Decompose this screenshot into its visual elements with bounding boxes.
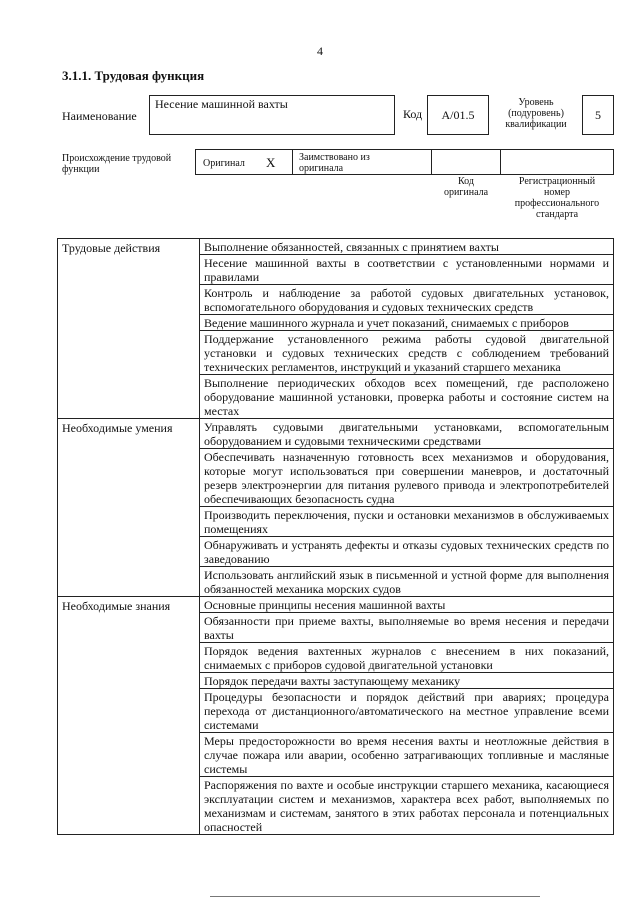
borrowed-label xyxy=(299,152,370,174)
table-row: Порядок ведения вахтенных журналов с внесением в них показаний, снимаемых с приборов судовой двигательной установки xyxy=(200,643,613,673)
table-row: Поддержание установленного режима работы судовой двигательной установки и судовых технических средств с соблюдением требований технических регламентов, инструкций и указаний старшего механика xyxy=(200,331,613,375)
original-label: Оригинал xyxy=(203,158,245,169)
reg-line3: профессионального xyxy=(514,198,600,209)
code-value: A/01.5 xyxy=(441,108,475,122)
table-row: Меры предосторожности во время несения вахты и неотложные действия в случае пожара или аварии, особенно затрагивающих топливные и масляные системы xyxy=(200,733,613,777)
table-row: Процедуры безопасности и порядок действий при авариях; процедура перехода от дистанционного/автоматического на местное управление всеми системами xyxy=(200,689,613,733)
table-row: Использовать английский язык в письменной и устной форме для выполнения обязанностей механика морских судов xyxy=(204,568,609,596)
origin-cell-original xyxy=(195,149,293,175)
table-row: Порядок передачи вахты заступающему механику xyxy=(200,673,613,689)
section-labor-actions xyxy=(58,239,613,419)
section-required-skills xyxy=(58,419,613,597)
name-label: Наименование xyxy=(62,109,137,123)
section-label: Необходимые знания xyxy=(58,597,200,834)
level-value: 5 xyxy=(595,108,601,122)
reg-line2: номер xyxy=(544,187,570,198)
code-field xyxy=(427,95,489,135)
origin-cell-reg xyxy=(500,149,614,175)
level-field xyxy=(582,95,614,135)
code-original-line1: Код xyxy=(458,176,474,187)
footer-divider xyxy=(210,896,540,897)
table-row: Основные принципы несения машинной вахты xyxy=(200,597,613,613)
level-label-line3: квалификации xyxy=(505,119,567,130)
borrowed-line1: Заимствовано из xyxy=(299,152,370,163)
table-row: Управлять судовыми двигательными установками, вспомогательным оборудованием и судовыми техническими средствами xyxy=(200,419,613,449)
table-row: Обнаруживать и устранять дефекты и отказы судовых технических средств по заведованию xyxy=(200,537,613,567)
section-title: 3.1.1. Трудовая функция xyxy=(62,68,205,83)
function-table xyxy=(57,238,614,835)
origin-cell-code xyxy=(431,149,501,175)
table-row: Производить переключения, пуски и остановки механизмов в обслуживаемых помещениях xyxy=(200,507,613,537)
code-label: Код xyxy=(403,107,423,121)
original-mark: X xyxy=(266,155,276,170)
table-row: Выполнение периодических обходов всех помещений, где расположено оборудование машинной установки, проверка работы и состояние систем на местах xyxy=(204,376,609,418)
table-row: Несение машинной вахты в соответствии с установленными нормами и правилами xyxy=(200,255,613,285)
origin-label-line2: функции xyxy=(62,164,100,175)
name-field xyxy=(149,95,395,135)
reg-number-caption xyxy=(500,176,614,220)
reg-line4: стандарта xyxy=(535,209,579,220)
section-required-knowledge xyxy=(58,597,613,834)
origin-label-line1: Происхождение трудовой xyxy=(62,153,172,164)
table-row: Выполнение обязанностей, связанных с принятием вахты xyxy=(200,239,613,255)
section-label: Необходимые умения xyxy=(58,419,200,596)
origin-label xyxy=(62,153,171,175)
level-label-line2: (подуровень) xyxy=(508,108,564,119)
level-label xyxy=(498,97,574,130)
level-label-line1: Уровень xyxy=(518,97,554,108)
name-value: Несение машинной вахты xyxy=(155,97,288,111)
borrowed-line2: оригинала xyxy=(299,163,344,174)
table-row: Ведение машинного журнала и учет показаний, снимаемых с приборов xyxy=(200,315,613,331)
page-number: 4 xyxy=(317,44,323,58)
section-label: Трудовые действия xyxy=(58,239,200,418)
reg-line1: Регистрационный xyxy=(518,176,596,187)
table-row: Контроль и наблюдение за работой судовых двигательных установок, вспомогательного оборудования и судовых технических средств xyxy=(200,285,613,315)
code-original-line2: оригинала xyxy=(443,187,489,198)
code-original-caption xyxy=(431,176,501,198)
table-row: Обязанности при приеме вахты, выполняемые во время несения и передачи вахты xyxy=(200,613,613,643)
origin-cell-borrowed xyxy=(292,149,432,175)
table-row: Распоряжения по вахте и особые инструкции старшего механика, касающиеся эксплуатации систем и механизмов, характера всех работ, выполняемых по механизмам и системам, занятого в этих работах персонала и потенциальных опасностей xyxy=(204,778,609,834)
table-row: Обеспечивать назначенную готовность всех механизмов и оборудования, которые могут использоваться при совершении маневров, и достаточный резерв электроэнергии для питания рулевого привода и электропотребителей обеспечивающих безопасность судна xyxy=(200,449,613,507)
